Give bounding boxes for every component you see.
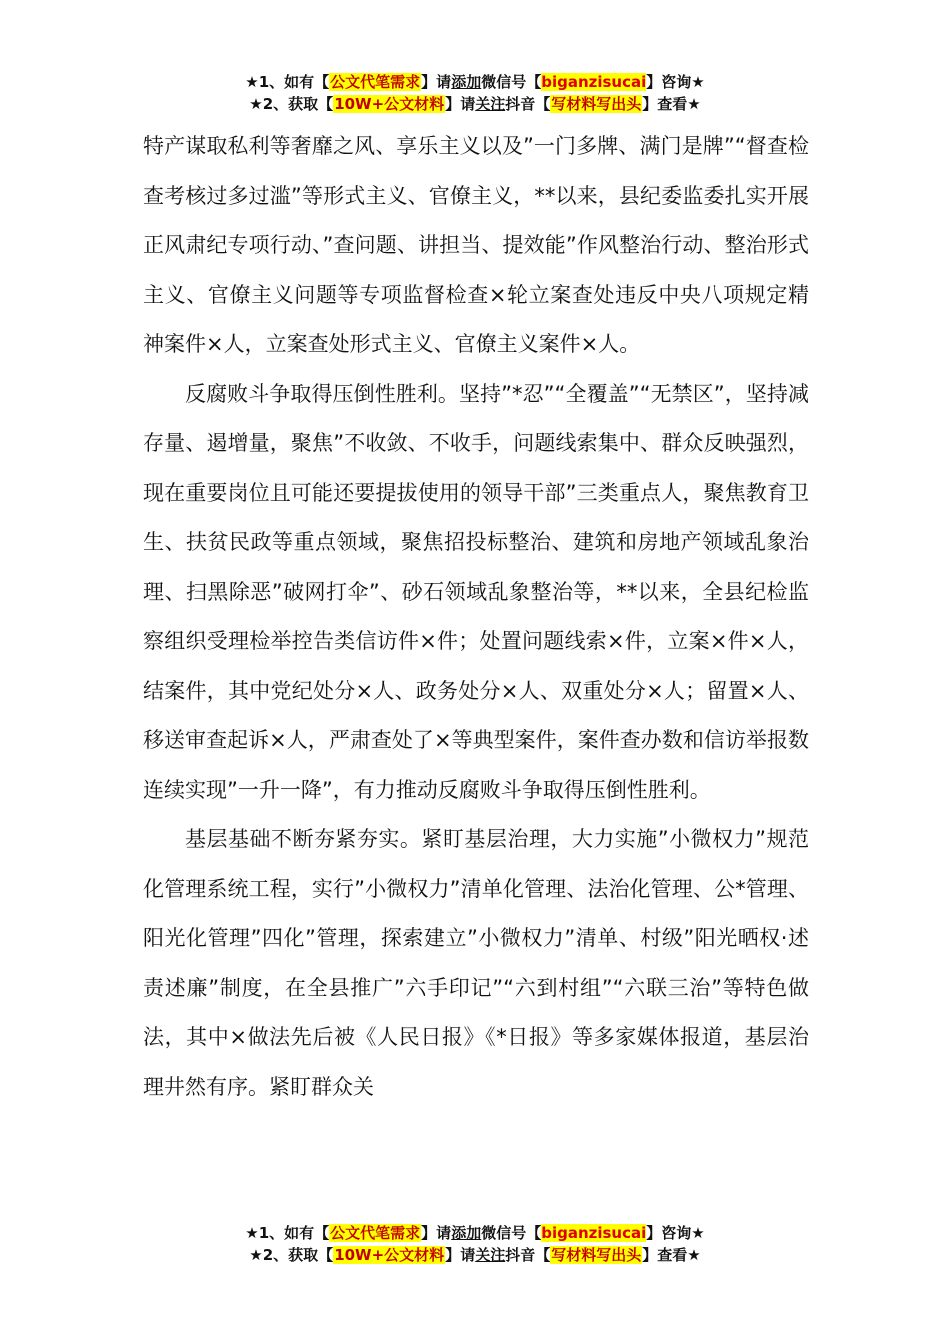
footer-banner bbox=[0, 1222, 950, 1266]
document-body bbox=[143, 122, 809, 1112]
paragraph-anticorruption: 反腐败斗争取得压倒性胜利。坚持”*忍”“全覆盖”“无禁区”，坚持减存量、遏增量，聚焦”不收敛、不收手，问题线索集中、群众反映强烈，现在重要岗位且可能还要提拔使用的领导干部”三类重点人，聚焦教育卫生、扶贫民政等重点领域，聚焦招投标整治、建筑和房地产领域乱象治理、扫黑除恶”破网打伞”、砂石领域乱象整治等，**以来，全县纪检监察组织受理检举控告类信访件×件；处置问题线索×件，立案×件×人，结案件，其中党纪处分×人、政务处分×人、双重处分×人；留置×人、移送审查起诉×人，严肃查处了×等典型案件，案件查办数和信访举报数连续实现”一升一降”，有力推动反腐败斗争取得压倒性胜利。 bbox=[143, 381, 809, 802]
banner-highlight: 公文代笔需求 bbox=[330, 1224, 421, 1242]
banner-line-1: ★1、如有【公文代笔需求】请添加微信号【biganzisucai】咨询★ bbox=[245, 73, 705, 91]
banner-wechat-id: biganzisucai bbox=[541, 1224, 647, 1242]
banner-highlight: 10W+公文材料 bbox=[334, 1246, 445, 1264]
banner-line-1: ★1、如有【公文代笔需求】请添加微信号【biganzisucai】咨询★ bbox=[245, 1224, 705, 1242]
banner-line-2: ★2、获取【10W+公文材料】请关注抖音【写材料写出头】查看★ bbox=[249, 95, 701, 113]
banner-douyin-id: 写材料写出头 bbox=[551, 95, 642, 113]
banner-line-2: ★2、获取【10W+公文材料】请关注抖音【写材料写出头】查看★ bbox=[249, 1246, 701, 1264]
paragraph-grassroots: 基层基础不断夯紧夯实。紧盯基层治理，大力实施”小微权力”规范化管理系统工程，实行”小微权力”清单化管理、法治化管理、公*管理、阳光化管理”四化”管理，探索建立”小微权力”清单、村级”阳光晒权·述责述廉”制度，在全县推广”六手印记”“六到村组”“六联三治”等特色做法，其中×做法先后被《人民日报》《*日报》等多家媒体报道，基层治理井然有序。紧盯群众关 bbox=[143, 827, 809, 1099]
header-banner bbox=[0, 71, 950, 115]
banner-wechat-id: biganzisucai bbox=[541, 73, 647, 91]
paragraph-continuation: 特产谋取私利等奢靡之风、享乐主义以及”一门多牌、满门是牌”“督查检查考核过多过滥”等形式主义、官僚主义，**以来，县纪委监委扎实开展正风肃纪专项行动、”查问题、讲担当、提效能”作风整治行动、整治形式主义、官僚主义问题等专项监督检查×轮立案查处违反中央八项规定精神案件×人，立案查处形式主义、官僚主义案件×人。 bbox=[143, 134, 809, 356]
banner-douyin-id: 写材料写出头 bbox=[551, 1246, 642, 1264]
banner-highlight: 公文代笔需求 bbox=[330, 73, 421, 91]
banner-highlight: 10W+公文材料 bbox=[334, 95, 445, 113]
